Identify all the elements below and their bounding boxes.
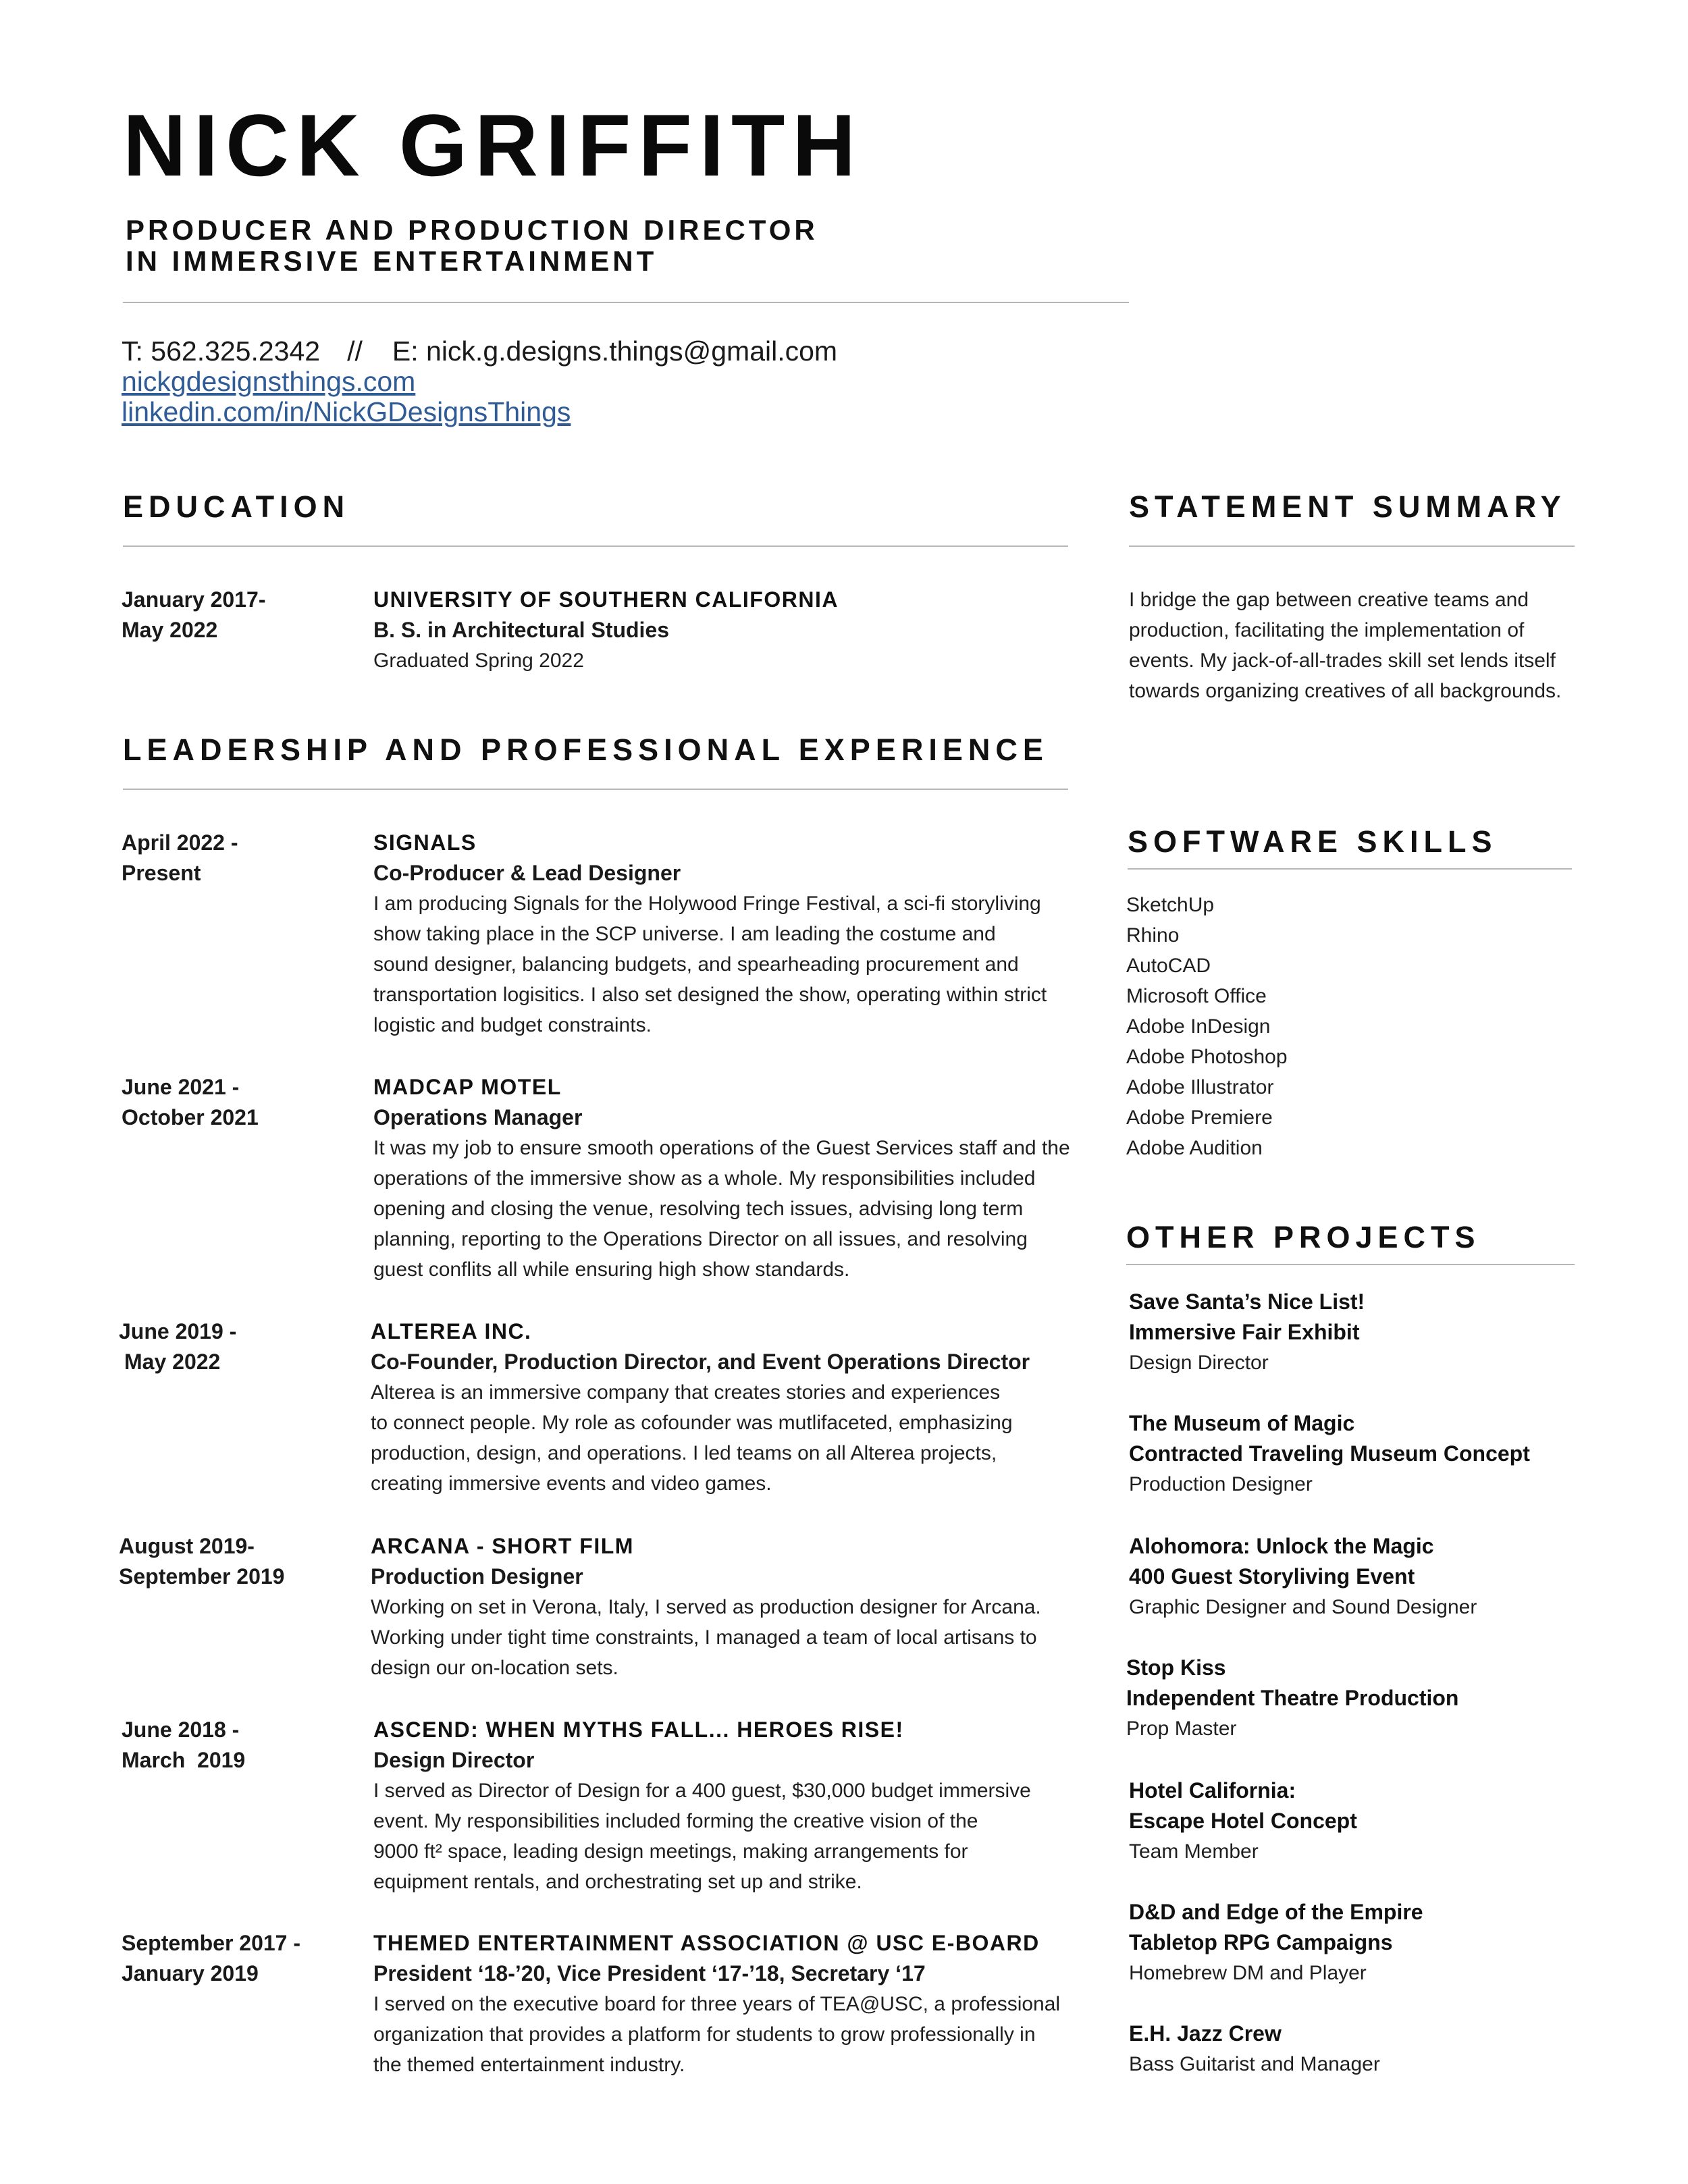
project-role: Bass Guitarist and Manager bbox=[1129, 2053, 1380, 2075]
contact-line bbox=[122, 336, 837, 367]
entry-role: Production Designer bbox=[371, 1564, 583, 1589]
project-title: Alohomora: Unlock the Magic bbox=[1129, 1534, 1434, 1558]
experience-entry bbox=[122, 1072, 259, 1133]
project-item bbox=[1129, 1408, 1530, 1499]
entry-date-start: August 2019- bbox=[119, 1534, 255, 1558]
entry-date-start: June 2018 - bbox=[122, 1717, 240, 1742]
project-item bbox=[1129, 1287, 1365, 1378]
project-role: Team Member bbox=[1129, 1840, 1259, 1863]
list-item: Microsoft Office bbox=[1126, 985, 1267, 1007]
subtitle-line-1: PRODUCER AND PRODUCTION DIRECTOR bbox=[126, 214, 818, 246]
experience-divider bbox=[123, 789, 1068, 790]
entry-organization: THEMED ENTERTAINMENT ASSOCIATION @ USC E-BOARD bbox=[373, 1931, 1040, 1955]
entry-date-end: October 2021 bbox=[122, 1105, 259, 1129]
entry-date-start: April 2022 - bbox=[122, 830, 238, 855]
experience-entry bbox=[122, 1928, 300, 1989]
project-subtitle: 400 Guest Storyliving Event bbox=[1129, 1564, 1415, 1589]
experience-details bbox=[373, 1072, 1103, 1285]
list-item: AutoCAD bbox=[1126, 955, 1211, 977]
project-subtitle: Tabletop RPG Campaigns bbox=[1129, 1930, 1393, 1954]
graduation-note: Graduated Spring 2022 bbox=[373, 649, 584, 672]
project-role: Design Director bbox=[1129, 1352, 1269, 1374]
entry-role: President ‘18-’20, Vice President ‘17-’18, Secretary ‘17 bbox=[373, 1961, 926, 1986]
project-item bbox=[1129, 1776, 1357, 1867]
project-item bbox=[1126, 1653, 1458, 1744]
entry-date-end: March 2019 bbox=[122, 1748, 246, 1772]
software-heading: SOFTWARE SKILLS bbox=[1128, 824, 1498, 859]
contact-separator: // bbox=[347, 336, 363, 367]
experience-entry bbox=[122, 1715, 245, 1776]
experience-entry bbox=[119, 1531, 284, 1592]
entry-organization: MADCAP MOTEL bbox=[373, 1075, 562, 1099]
project-title: D&D and Edge of the Empire bbox=[1129, 1900, 1423, 1924]
education-heading: EDUCATION bbox=[123, 489, 350, 524]
entry-date-end: January 2019 bbox=[122, 1961, 259, 1986]
phone: T: 562.325.2342 bbox=[122, 336, 321, 367]
school-name: UNIVERSITY OF SOUTHERN CALIFORNIA bbox=[373, 587, 839, 612]
entry-organization: SIGNALS bbox=[373, 830, 477, 855]
website-link[interactable]: nickgdesignsthings.com bbox=[122, 366, 416, 397]
project-item bbox=[1129, 2019, 1380, 2079]
contact-block bbox=[122, 336, 837, 427]
experience-details bbox=[371, 1316, 1100, 1499]
list-item: Adobe Photoshop bbox=[1126, 1046, 1288, 1068]
statement-heading: STATEMENT SUMMARY bbox=[1129, 489, 1566, 524]
experience-details bbox=[373, 828, 1103, 1040]
entry-date-start: June 2019 - bbox=[119, 1319, 237, 1343]
entry-role: Design Director bbox=[373, 1748, 535, 1772]
email[interactable]: E: nick.g.designs.things@gmail.com bbox=[392, 336, 838, 367]
list-item: Adobe Premiere bbox=[1126, 1107, 1273, 1129]
entry-date-start: September 2017 - bbox=[122, 1931, 301, 1955]
entry-role: Co-Founder, Production Director, and Event Operations Director bbox=[371, 1350, 1030, 1374]
projects-heading: OTHER PROJECTS bbox=[1126, 1220, 1481, 1254]
project-title: E.H. Jazz Crew bbox=[1129, 2021, 1282, 2046]
project-title: Stop Kiss bbox=[1126, 1655, 1226, 1680]
entry-date-start: June 2021 - bbox=[122, 1075, 240, 1099]
education-divider bbox=[123, 545, 1068, 547]
entry-date-end: May 2022 bbox=[124, 1350, 221, 1374]
project-title: The Museum of Magic bbox=[1129, 1411, 1355, 1435]
project-subtitle: Immersive Fair Exhibit bbox=[1129, 1320, 1360, 1344]
entry-organization: ALTEREA INC. bbox=[371, 1319, 532, 1343]
resume-subtitle bbox=[126, 215, 818, 277]
project-item bbox=[1129, 1897, 1423, 1988]
project-item bbox=[1129, 1531, 1477, 1622]
entry-description: Alterea is an immersive company that creates stories and experiences to connect people. My role as cofounder was mutlifaceted, emphasizing production, design, and operations. I led teams on all Alterea projects, creating immersive events and video games. bbox=[371, 1381, 1013, 1495]
degree: B. S. in Architectural Studies bbox=[373, 618, 670, 642]
list-item: Adobe InDesign bbox=[1126, 1015, 1271, 1038]
experience-entry bbox=[122, 828, 238, 888]
entry-organization: ASCEND: WHEN MYTHS FALL... HEROES RISE! bbox=[373, 1717, 904, 1742]
project-subtitle: Independent Theatre Production bbox=[1126, 1686, 1459, 1710]
statement-text: I bridge the gap between creative teams and production, facilitating the implementation of events. My jack-of-all-trades skill set lends itself towards organizing creatives of all backgrounds. bbox=[1129, 589, 1562, 702]
entry-date-end: Present bbox=[122, 861, 201, 885]
project-title: Save Santa’s Nice List! bbox=[1129, 1289, 1365, 1314]
experience-entry bbox=[119, 1316, 236, 1377]
entry-description: I served as Director of Design for a 400 guest, $30,000 budget immersive event. My responsibilities included forming the creative vision of the 9000 ft² space, leading design meetings, making arrangements for equipment rentals, and orchestrating set up and strike. bbox=[373, 1780, 1031, 1893]
entry-description: I am producing Signals for the Holywood Fringe Festival, a sci-fi storyliving show taking place in the SCP universe. I am leading the costume and sound designer, balancing budgets, and spearheading procurement and transportation logisitics. I also set designed the show, operating within strict logistic and budget constraints. bbox=[373, 893, 1047, 1036]
education-date-start: January 2017- bbox=[122, 587, 266, 612]
list-item: SketchUp bbox=[1126, 894, 1215, 916]
experience-details bbox=[371, 1531, 1100, 1683]
software-divider bbox=[1128, 868, 1572, 870]
experience-heading: LEADERSHIP AND PROFESSIONAL EXPERIENCE bbox=[123, 733, 1049, 767]
subtitle-line-2: IN IMMERSIVE ENTERTAINMENT bbox=[126, 245, 658, 277]
linkedin-link[interactable]: linkedin.com/in/NickGDesignsThings bbox=[122, 396, 571, 427]
entry-role: Co-Producer & Lead Designer bbox=[373, 861, 681, 885]
project-role: Prop Master bbox=[1126, 1717, 1237, 1740]
project-title: Hotel California: bbox=[1129, 1778, 1296, 1803]
education-entry bbox=[122, 585, 265, 645]
project-subtitle: Contracted Traveling Museum Concept bbox=[1129, 1441, 1530, 1466]
education-date-end: May 2022 bbox=[122, 618, 218, 642]
projects-divider bbox=[1126, 1264, 1575, 1265]
experience-details bbox=[373, 1715, 1103, 1897]
project-role: Production Designer bbox=[1129, 1473, 1313, 1495]
header-divider bbox=[123, 302, 1129, 303]
entry-role: Operations Manager bbox=[373, 1105, 583, 1129]
entry-description: I served on the executive board for three years of TEA@USC, a professional organization that provides a platform for students to grow professionally in the themed entertainment industry. bbox=[373, 1993, 1061, 2076]
entry-organization: ARCANA - SHORT FILM bbox=[371, 1534, 634, 1558]
entry-description: Working on set in Verona, Italy, I served as production designer for Arcana. Working under tight time constraints, I managed a team of local artisans to design our on-location sets. bbox=[371, 1596, 1041, 1679]
software-list bbox=[1126, 890, 1288, 1163]
project-subtitle: Escape Hotel Concept bbox=[1129, 1809, 1357, 1833]
statement-divider bbox=[1129, 545, 1575, 547]
experience-details bbox=[373, 1928, 1103, 2080]
project-role: Homebrew DM and Player bbox=[1129, 1962, 1367, 1984]
entry-description: It was my job to ensure smooth operations of the Guest Services staff and the operations of the immersive show as a whole. My responsibilities included opening and closing the venue, resolving tech issues, advising long term planning, reporting to the Operations Director on all issues, and resolving guest conflits all while ensuring high show standards. bbox=[373, 1137, 1070, 1281]
list-item: Adobe Illustrator bbox=[1126, 1076, 1274, 1098]
project-role: Graphic Designer and Sound Designer bbox=[1129, 1596, 1477, 1618]
list-item: Rhino bbox=[1126, 924, 1180, 947]
education-details bbox=[373, 585, 839, 676]
list-item: Adobe Audition bbox=[1126, 1137, 1263, 1159]
resume-name: NICK GRIFFITH bbox=[123, 96, 864, 194]
entry-date-end: September 2019 bbox=[119, 1564, 285, 1589]
